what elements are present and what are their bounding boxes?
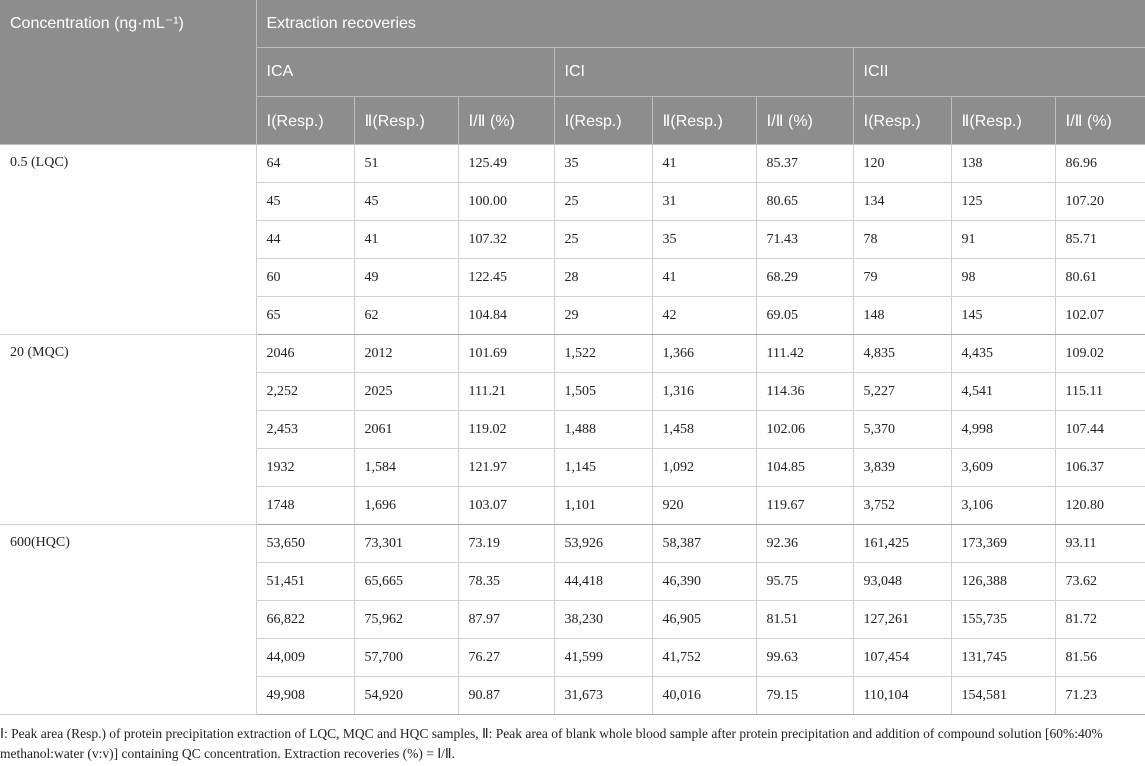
table-cell: 49,908 (256, 677, 354, 715)
table-cell: 127,261 (853, 601, 951, 639)
table-cell: 40,016 (652, 677, 756, 715)
table-cell: 161,425 (853, 525, 951, 563)
table-cell: 1,366 (652, 335, 756, 373)
table-cell: 102.06 (756, 411, 853, 449)
table-cell: 41 (652, 145, 756, 183)
table-cell: 73.62 (1055, 563, 1145, 601)
table-cell: 62 (354, 297, 458, 335)
table-cell: 57,700 (354, 639, 458, 677)
table-cell: 120 (853, 145, 951, 183)
table-cell: 68.29 (756, 259, 853, 297)
header-compound-icii: ICII (853, 48, 1145, 97)
table-cell: 4,835 (853, 335, 951, 373)
table-cell: 101.69 (458, 335, 554, 373)
table-cell: 35 (652, 221, 756, 259)
table-cell: 1,316 (652, 373, 756, 411)
table-cell: 78.35 (458, 563, 554, 601)
table-cell: 76.27 (458, 639, 554, 677)
table-cell: 86.96 (1055, 145, 1145, 183)
table-cell: 173,369 (951, 525, 1055, 563)
table-cell: 111.21 (458, 373, 554, 411)
subheader-resp-1: Ⅰ(Resp.) (554, 97, 652, 145)
table-cell: 1,092 (652, 449, 756, 487)
table-cell: 35 (554, 145, 652, 183)
table-cell: 93,048 (853, 563, 951, 601)
table-cell: 148 (853, 297, 951, 335)
table-cell: 1,458 (652, 411, 756, 449)
table-cell: 107.44 (1055, 411, 1145, 449)
subheader-ratio: Ⅰ/Ⅱ (%) (458, 97, 554, 145)
table-cell: 44,009 (256, 639, 354, 677)
table-cell: 103.07 (458, 487, 554, 525)
table-cell: 49 (354, 259, 458, 297)
table-cell: 41 (652, 259, 756, 297)
table-cell: 115.11 (1055, 373, 1145, 411)
table-cell: 122.45 (458, 259, 554, 297)
table-cell: 87.97 (458, 601, 554, 639)
table-cell: 80.61 (1055, 259, 1145, 297)
table-cell: 107.20 (1055, 183, 1145, 221)
table-cell: 2,252 (256, 373, 354, 411)
table-footnote: Ⅰ: Peak area (Resp.) of protein precipitation extraction of LQC, MQC and HQC samples, Ⅱ: Peak area of blank whole blood sample after protein precipitation and addition of compound solution [60%:40% methanol:water (v:v)] containing QC concentration. Extraction recoveries (%) = Ⅰ/Ⅱ. (0, 726, 1103, 761)
table-cell: 2012 (354, 335, 458, 373)
table-cell: 93.11 (1055, 525, 1145, 563)
table-cell: 106.37 (1055, 449, 1145, 487)
table-cell: 1,522 (554, 335, 652, 373)
table-cell: 1748 (256, 487, 354, 525)
table-cell: 3,609 (951, 449, 1055, 487)
table-cell: 41,752 (652, 639, 756, 677)
header-extraction-recoveries: Extraction recoveries (256, 0, 1145, 48)
header-concentration: Concentration (ng·mL⁻¹) (0, 0, 256, 145)
table-cell: 65 (256, 297, 354, 335)
table-cell: 119.02 (458, 411, 554, 449)
table-cell: 85.37 (756, 145, 853, 183)
subheader-resp-2: Ⅱ(Resp.) (951, 97, 1055, 145)
table-cell: 25 (554, 183, 652, 221)
table-cell: 92.36 (756, 525, 853, 563)
table-cell: 4,998 (951, 411, 1055, 449)
table-cell: 120.80 (1055, 487, 1145, 525)
table-cell: 71.23 (1055, 677, 1145, 715)
table-cell: 51 (354, 145, 458, 183)
table-cell: 1,145 (554, 449, 652, 487)
table-cell: 126,388 (951, 563, 1055, 601)
subheader-ratio: Ⅰ/Ⅱ (%) (756, 97, 853, 145)
table-cell: 155,735 (951, 601, 1055, 639)
table-cell: 104.84 (458, 297, 554, 335)
subheader-resp-1: Ⅰ(Resp.) (256, 97, 354, 145)
table-cell: 81.72 (1055, 601, 1145, 639)
concentration-level: 20 (MQC) (0, 335, 256, 525)
table-cell: 1932 (256, 449, 354, 487)
table-cell: 41 (354, 221, 458, 259)
table-cell: 75,962 (354, 601, 458, 639)
table-cell: 2061 (354, 411, 458, 449)
table-cell: 38,230 (554, 601, 652, 639)
table-cell: 1,584 (354, 449, 458, 487)
table-cell: 85.71 (1055, 221, 1145, 259)
table-cell: 125 (951, 183, 1055, 221)
table-cell: 110,104 (853, 677, 951, 715)
table-cell: 5,227 (853, 373, 951, 411)
table-cell: 107,454 (853, 639, 951, 677)
table-cell: 99.63 (756, 639, 853, 677)
table-cell: 58,387 (652, 525, 756, 563)
table-cell: 111.42 (756, 335, 853, 373)
table-cell: 69.05 (756, 297, 853, 335)
subheader-resp-1: Ⅰ(Resp.) (853, 97, 951, 145)
table-cell: 100.00 (458, 183, 554, 221)
table-cell: 81.51 (756, 601, 853, 639)
table-cell: 114.36 (756, 373, 853, 411)
table-cell: 125.49 (458, 145, 554, 183)
subheader-resp-2: Ⅱ(Resp.) (652, 97, 756, 145)
table-cell: 54,920 (354, 677, 458, 715)
table-cell: 73.19 (458, 525, 554, 563)
table-cell: 109.02 (1055, 335, 1145, 373)
table-cell: 2,453 (256, 411, 354, 449)
table-cell: 3,839 (853, 449, 951, 487)
table-cell: 45 (256, 183, 354, 221)
table-cell: 44,418 (554, 563, 652, 601)
table-cell: 95.75 (756, 563, 853, 601)
table-cell: 78 (853, 221, 951, 259)
table-cell: 154,581 (951, 677, 1055, 715)
table-cell: 138 (951, 145, 1055, 183)
table-cell: 46,390 (652, 563, 756, 601)
header-compound-ici: ICI (554, 48, 853, 97)
subheader-resp-2: Ⅱ(Resp.) (354, 97, 458, 145)
table-cell: 3,106 (951, 487, 1055, 525)
concentration-level: 0.5 (LQC) (0, 145, 256, 335)
table-cell: 98 (951, 259, 1055, 297)
concentration-level: 600(HQC) (0, 525, 256, 715)
table-cell: 2046 (256, 335, 354, 373)
table-cell: 134 (853, 183, 951, 221)
table-cell: 79.15 (756, 677, 853, 715)
table-cell: 42 (652, 297, 756, 335)
table-cell: 65,665 (354, 563, 458, 601)
subheader-ratio: Ⅰ/Ⅱ (%) (1055, 97, 1145, 145)
table-cell: 4,435 (951, 335, 1055, 373)
table-cell: 1,488 (554, 411, 652, 449)
header-compound-ica: ICA (256, 48, 554, 97)
table-cell: 31,673 (554, 677, 652, 715)
table-cell: 29 (554, 297, 652, 335)
table-cell: 31 (652, 183, 756, 221)
table-cell: 145 (951, 297, 1055, 335)
table-cell: 1,101 (554, 487, 652, 525)
table-cell: 90.87 (458, 677, 554, 715)
table-cell: 51,451 (256, 563, 354, 601)
table-cell: 119.67 (756, 487, 853, 525)
table-cell: 64 (256, 145, 354, 183)
table-cell: 3,752 (853, 487, 951, 525)
table-cell: 2025 (354, 373, 458, 411)
table-cell: 25 (554, 221, 652, 259)
table-cell: 79 (853, 259, 951, 297)
table-cell: 28 (554, 259, 652, 297)
table-cell: 104.85 (756, 449, 853, 487)
table-cell: 80.65 (756, 183, 853, 221)
table-cell: 71.43 (756, 221, 853, 259)
table-cell: 41,599 (554, 639, 652, 677)
table-cell: 66,822 (256, 601, 354, 639)
table-cell: 45 (354, 183, 458, 221)
table-cell: 91 (951, 221, 1055, 259)
table-cell: 1,505 (554, 373, 652, 411)
table-row (0, 335, 1145, 373)
table-cell: 5,370 (853, 411, 951, 449)
table-row (0, 525, 1145, 563)
table-cell: 102.07 (1055, 297, 1145, 335)
table-cell: 131,745 (951, 639, 1055, 677)
table-cell: 121.97 (458, 449, 554, 487)
table-body (0, 145, 1145, 715)
table-cell: 53,926 (554, 525, 652, 563)
table-cell: 53,650 (256, 525, 354, 563)
table-cell: 81.56 (1055, 639, 1145, 677)
table-cell: 4,541 (951, 373, 1055, 411)
table-cell: 920 (652, 487, 756, 525)
table-cell: 44 (256, 221, 354, 259)
table-cell: 60 (256, 259, 354, 297)
table-cell: 107.32 (458, 221, 554, 259)
table-cell: 46,905 (652, 601, 756, 639)
table-cell: 73,301 (354, 525, 458, 563)
table-cell: 1,696 (354, 487, 458, 525)
table-row (0, 145, 1145, 183)
